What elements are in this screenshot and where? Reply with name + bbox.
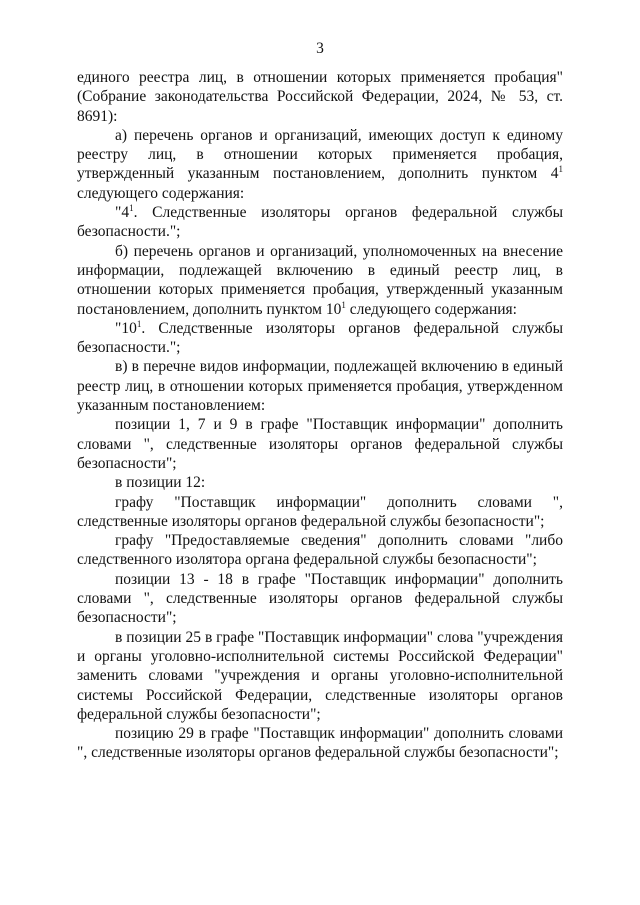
paragraph-position-12: в позиции 12: bbox=[115, 474, 206, 492]
paragraph-position-25: в позиции 25 в графе "Поставщик информации" слова "учреждения и органы уголовно-исполнительной системы Российской Федерации" заменить словами "учреждения и органы уголовно-исполнительной системы Российской Федерации, следственные изоляторы органов федеральной службы безопасности"; bbox=[77, 628, 563, 723]
paragraph-item-v: в) в перечне видов информации, подлежащей включению в единый реестр лиц, в отношении которых применяется пробация, утвержденном указанным постановлением: bbox=[77, 358, 563, 415]
paragraph-positions-13-18: позиции 13 - 18 в графе "Поставщик информации" дополнить словами ", следственные изоляторы органов федеральной службы безопасности"; bbox=[77, 570, 563, 627]
paragraph-positions-1-7-9: позиции 1, 7 и 9 в графе "Поставщик информации" дополнить словами ", следственные изоляторы органов федеральной службы безопасности"; bbox=[77, 416, 563, 472]
paragraph-quote-4-1: "$4^1$. Следственные изоляторы органов федеральной службы безопасности."; bbox=[77, 202, 563, 241]
paragraph-intro-continuation: единого реестра лиц, в отношении которых применяется пробация" (Собрание законодательства Российской Федерации, 2024, № 53, ст. 8691): bbox=[77, 69, 563, 125]
paragraph-item-b: б) перечень органов и организаций, уполномоченных на внесение информации, подлежащей включению в единый реестр лиц, в отношении которых применяется пробация, утвержденный указанным постановлением, дополнить пунктом $10^1$ следующего содержания: bbox=[77, 242, 563, 318]
paragraph-column-provided-info: графу "Предоставляемые сведения" дополнить словами "либо следственного изолятора органа федеральной службы безопасности"; bbox=[77, 532, 563, 569]
paragraph-position-29: позицию 29 в графе "Поставщик информации" дополнить словами ", следственные изоляторы органов федеральной службы безопасности"; bbox=[77, 725, 563, 762]
page-number: 3 bbox=[316, 40, 324, 57]
paragraph-item-a: а) перечень органов и организаций, имеющих доступ к единому реестру лиц, в отношении которых применяется пробация, утвержденный указанным постановлением, дополнить пунктом $4^1$ следующего содержания: bbox=[77, 126, 563, 202]
paragraph-column-provider: графу "Поставщик информации" дополнить словами ", следственные изоляторы органов федеральной службы безопасности"; bbox=[77, 493, 563, 530]
paragraph-quote-10-1: "$10^1$. Следственные изоляторы органов федеральной службы безопасности."; bbox=[77, 318, 563, 357]
document-body bbox=[77, 68, 563, 763]
